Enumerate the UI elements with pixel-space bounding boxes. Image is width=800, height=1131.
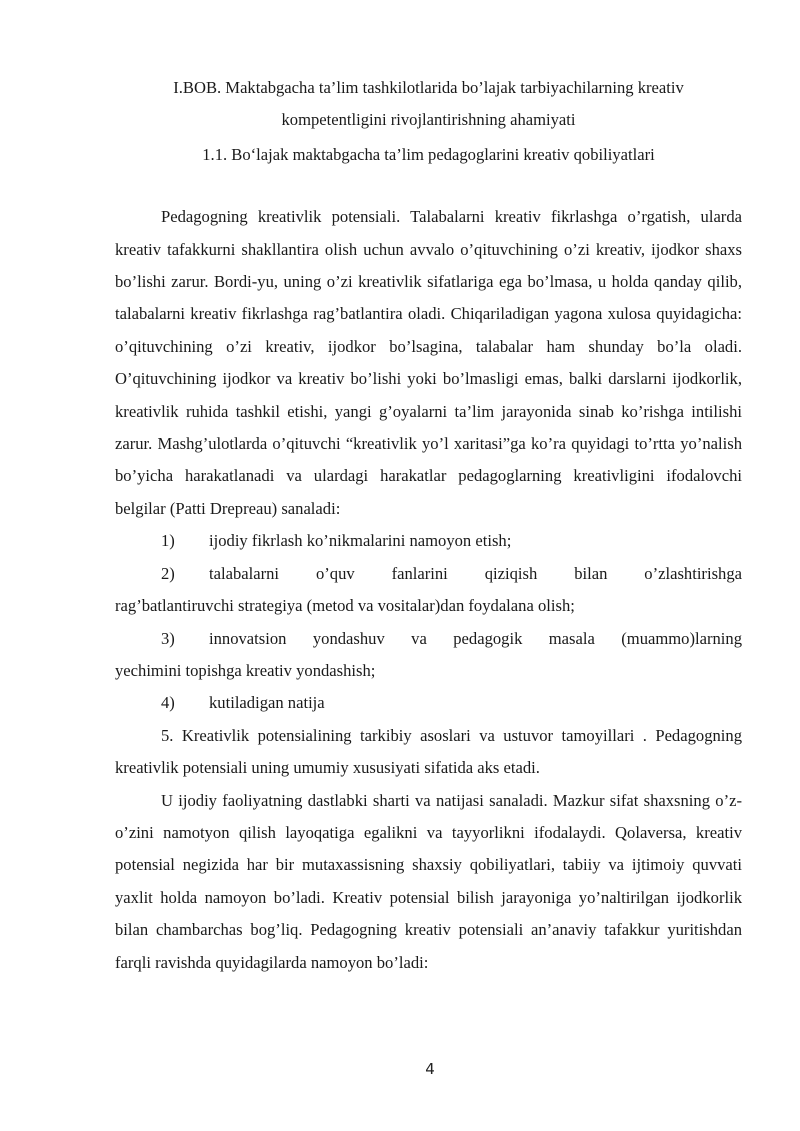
list-item <box>115 558 742 590</box>
paragraph-2: 5. Kreativlik potensialining tarkibiy asoslari va ustuvor tamoyillari . Pedagogning kreativlik potensiali uning umumiy xususiyati sifatida aks etadi. <box>115 725 742 778</box>
list-item <box>115 525 742 557</box>
list-item <box>115 623 742 655</box>
chapter-title <box>115 72 742 137</box>
page-number: 4 <box>425 1060 435 1078</box>
list-item-text: innovatsion yondashuv va pedagogik masala (muammo)larning <box>209 628 742 648</box>
spacer <box>115 171 742 201</box>
numbered-list <box>115 525 742 719</box>
chapter-title-line-2: kompetentligini rivojlantirishning ahamiyati <box>281 110 576 130</box>
list-item-number: 4) <box>161 693 175 713</box>
list-item-continuation: yechimini topishga kreativ yondashish; <box>115 660 376 680</box>
list-item-continuation: rag’batlantiruvchi strategiya (metod va vositalar)dan foydalana olish; <box>115 596 575 616</box>
list-item-number: 2) <box>161 563 175 583</box>
paragraph-1: Pedagogning kreativlik potensiali. Talabalarni kreativ fikrlashga o’rgatish, ularda kreativ tafakkurni shakllantira olish uchun avvalo o’qituvchining o’zi kreativ, ijodkor shaxs bo’lishi zarur. Bordi-yu, uning o’zi kreativlik sifatlariga ega bo’lmasa, u holda qanday qilib, talabalarni kreativ fikrlashga rag’batlantira oladi. Chiqariladigan yagona xulosa quyidagicha: o’qituvchining o’zi kreativ, ijodkor bo’lsagina, talabalar ham shunday bo’la oladi. O’qituvchining ijodkor va kreativ bo’lishi yoki bo’lmasligi emas, balki darslarni ijodkorlik, kreativlik ruhida tashkil etishi, yangi g’oyalarni ta’lim jarayonida sinab ko’rishga intilishi zarur. Mashg’ulotlarda o’qituvchi “kreativlik yo’l xaritasi”ga ko’ra quyidagi to’rtta yo’nalish bo’yicha harakatlanadi va ulardagi harakatlar pedagoglarning kreativligini ifodalovchi belgilar (Patti Drepreau) sanaladi: <box>115 207 742 518</box>
list-item-text: ijodiy fikrlash ko’nikmalarini namoyon etish; <box>209 531 512 551</box>
list-item-number: 1) <box>161 531 175 551</box>
chapter-title-line-1: I.BOB. Maktabgacha ta’lim tashkilotlarida bo’lajak tarbiyachilarning kreativ <box>173 78 684 97</box>
section-title: 1.1. Bo‘lajak maktabgacha ta’lim pedagoglarini kreativ qobiliyatlari <box>202 144 655 164</box>
list-item-text: kutiladigan natija <box>209 693 325 713</box>
list-item-number: 3) <box>161 628 175 648</box>
list-item <box>115 687 742 719</box>
document-page <box>115 72 742 979</box>
list-item-text: talabalarni o’quv fanlarini qiziqish bilan o’zlashtirishga <box>209 563 742 583</box>
paragraph-3: U ijodiy faoliyatning dastlabki sharti va natijasi sanaladi. Mazkur sifat shaxsning o’z- o’zini namotyon qilish layoqatiga egalikni va tayyorlikni ifodalaydi. Qolaversa, kreativ potensial negizida har bir mutaxassisning shaxsiy qobiliyatlari, tabiiy va ijtimoiy quvvati yaxlit holda namoyon bo’ladi. Kreativ potensial bilish jarayoniga yo’naltirilgan ijodkorlik bilan chambarchas bog’liq. Pedagogning kreativ potensiali an’anaviy tafakkur yuritishdan farqli ravishda quyidagilarda namoyon bo’ladi: <box>115 790 742 972</box>
